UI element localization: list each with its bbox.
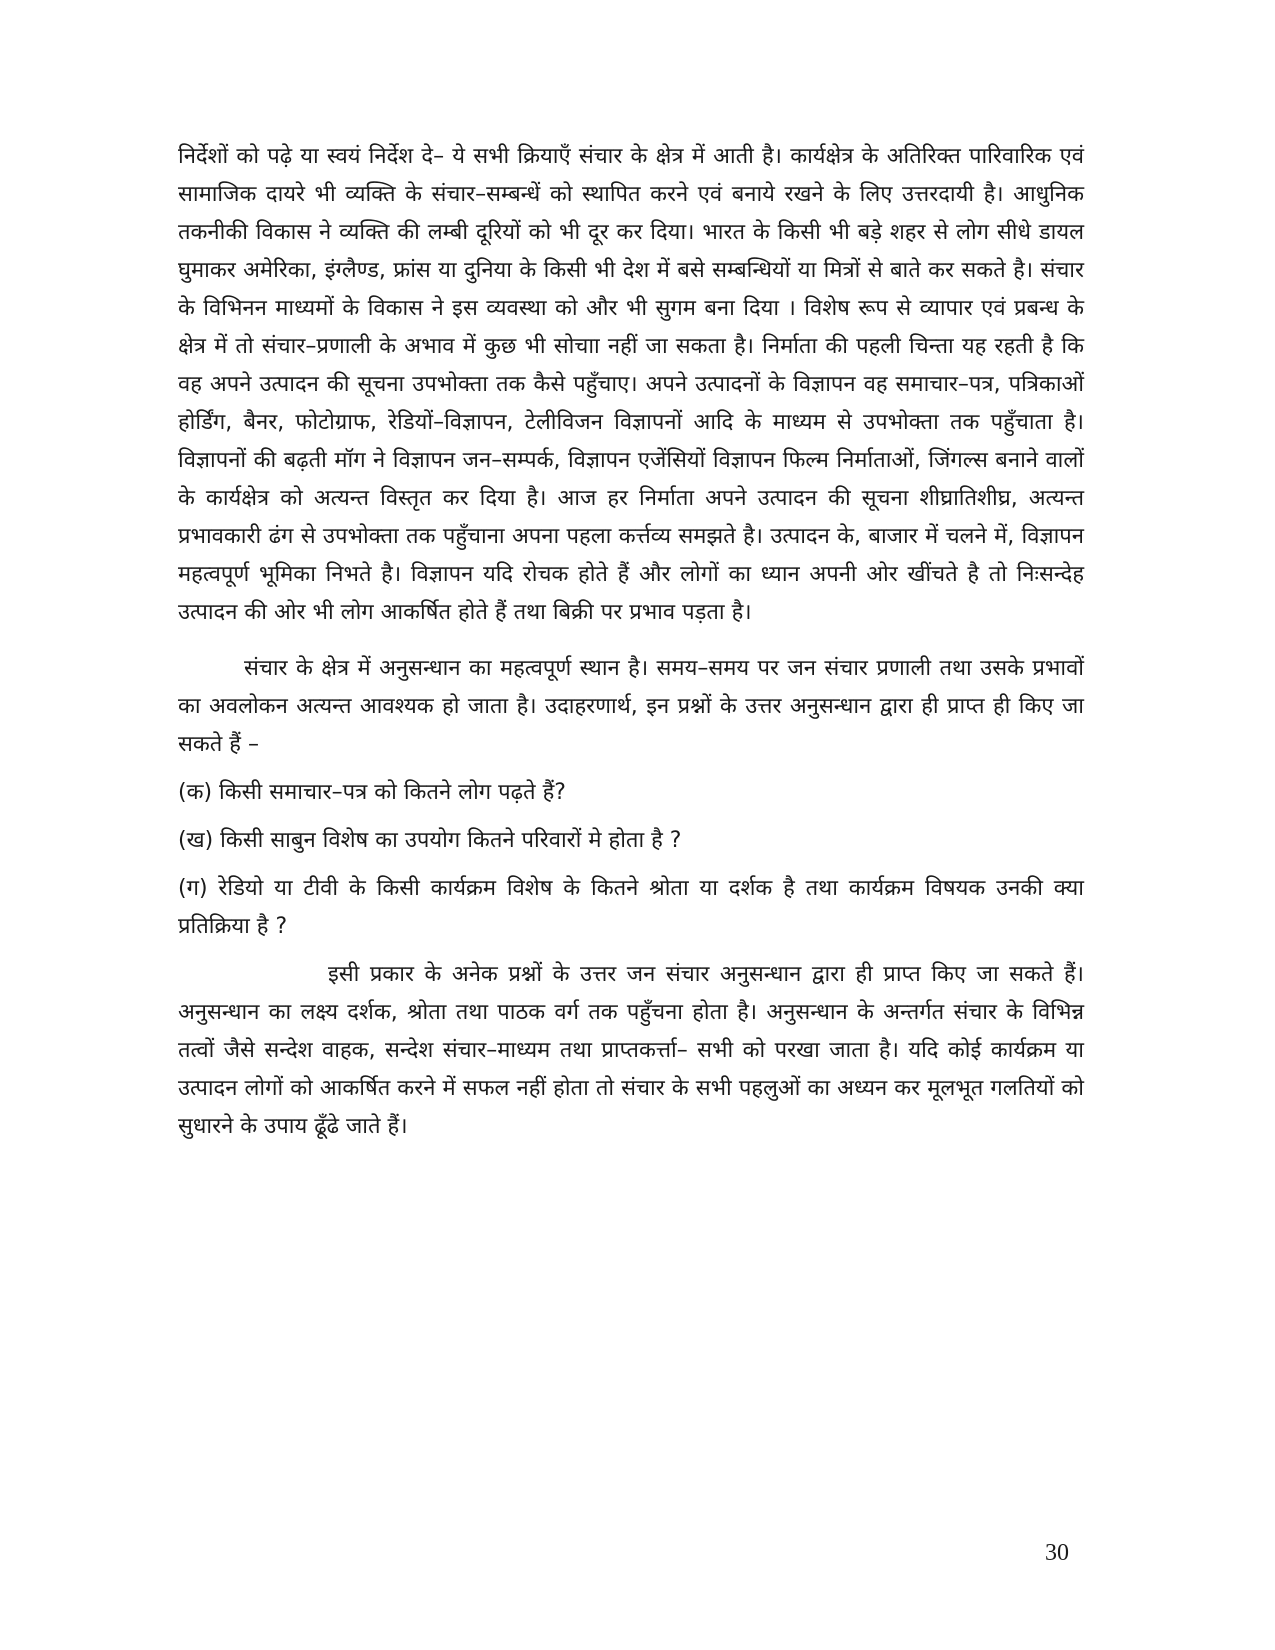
page-number: 30 [1045,1540,1069,1566]
paragraph-research-conclusion: इसी प्रकार के अनेक प्रश्नों के उत्तर जन संचार अनुसन्धान द्वारा ही प्राप्त किए जा सकते हैं। अनुसन्धान का लक्ष्य दर्शक, श्रोता तथा पाठक वर्ग तक पहुँचना होता है। अनुसन्धान के अन्तर्गत संचार के विभिन्न तत्वों जैसे सन्देश वाहक, सन्देश संचार–माध्यम तथा प्राप्तकर्त्ता– सभी को परखा जाता है। यदि कोई कार्यक्रम या उत्पादन लोगों को आकर्षित करने में सफल नहीं होता तो संचार के सभी पहलुओं का अध्यन कर मूलभूत गलतियों को सुधारने के उपाय ढूँढे जाते हैं। [178,962,1084,1139]
paragraph-advertising: निर्देशों को पढ़े या स्वयं निर्देश दे– ये सभी क्रियाएँ संचार के क्षेत्र में आती है। कार्यक्षेत्र के अतिरिक्त पारिवारिक एवं सामाजिक दायरे भी व्यक्ति के संचार–सम्बन्धें को स्थापित करने एवं बनाये रखने के लिए उत्तरदायी है। आधुनिक तकनीकी विकास ने व्यक्ति की लम्बी दूरियों को भी दूर कर दिया। भारत के किसी भी बड़े शहर से लोग सीधे डायल घुमाकर अमेरिका, इंग्लैण्ड, फ्रांस या दुनिया के किसी भी देश में बसे सम्बन्धियों या मित्रों से बाते कर सकते है। संचार के विभिनन माध्यमों के विकास ने इस व्यवस्था को और भी सुगम बना दिया । विशेष रूप से व्यापार एवं प्रबन्ध के क्षेत्र में तो संचार–प्रणाली के अभाव में कुछ भी सोचाा नहीं जा सकता है। निर्माता की पहली चिन्ता यह रहती है कि वह अपने उत्पादन की सूचना उपभोक्ता तक कैसे पहुँचाए। अपने उत्पादनों के विज्ञापन वह समाचार–पत्र, पत्रिकाओं होर्डिंग, बैनर, फोटोग्राफ, रेडियों–विज्ञापन, टेलीविजन विज्ञापनों आदि के माध्यम से उपभोक्ता तक पहुँचाता है। विज्ञापनों की बढ़ती मॉग ने विज्ञापन जन–सम्पर्क, विज्ञापन एजेंसियों विज्ञापन फिल्म निर्माताओं, जिंगल्स बनाने वालों के कार्यक्षेत्र को अत्यन्त विस्तृत कर दिया है। आज हर निर्माता अपने उत्पादन की सूचना शीघ्रातिशीघ्र, अत्यन्त प्रभावकारी ढंग से उपभोक्ता तक पहुँचाना अपना पहला कर्त्तव्य समझते है। उत्पादन के, बाजार में चलने में, विज्ञापन महत्वपूर्ण भूमिका निभते है। विज्ञापन यदि रोचक होते हैं और लोगों का ध्यान अपनी ओर खींचते है तो निःसन्देह उत्पादन की ओर भी लोग आकर्षित होते हैं तथा बिक्री पर प्रभाव पड़ता है। [178,144,1084,625]
question-item: (क) किसी समाचार–पत्र को कितने लोग पढ़ते हैं? [178,780,566,805]
paragraph-research-intro: संचार के क्षेत्र में अनुसन्धान का महत्वपूर्ण स्थान है। समय–समय पर जन संचार प्रणाली तथा उसके प्रभावों का अवलोकन अत्यन्त आवश्यक हो जाता है। उदाहरणार्थ, इन प्रश्नों के उत्तर अनुसन्धान द्वारा ही प्राप्त ही किए जा सकते हैं – [178,656,1084,757]
question-item: (ग) रेडियो या टीवी के किसी कार्यक्रम विशेष के कितने श्रोता या दर्शक है तथा कार्यक्रम विषयक उनकी क्या प्रतिक्रिया है ? [178,876,1084,939]
question-item: (ख) किसी साबुन विशेष का उपयोग कितने परिवारों मे होता है ? [178,828,682,853]
document-page [178,138,1084,1146]
